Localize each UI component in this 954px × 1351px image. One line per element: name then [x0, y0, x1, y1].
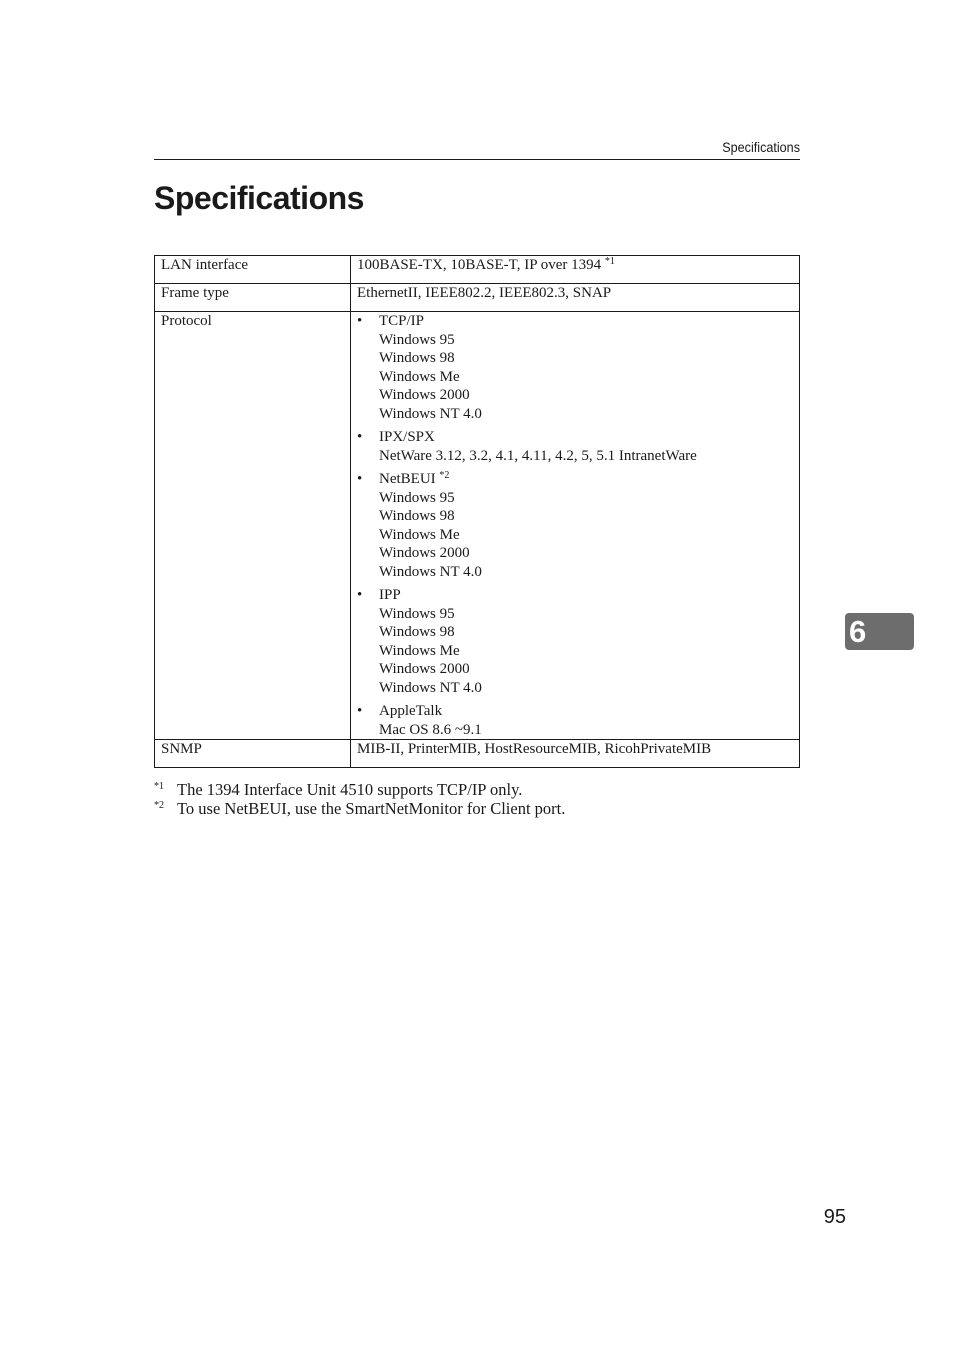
- footnote-text: To use NetBEUI, use the SmartNetMonitor for Client port.: [177, 799, 566, 818]
- page-title: Specifications: [154, 180, 364, 216]
- row-value: EthernetII, IEEE802.2, IEEE802.3, SNAP: [351, 284, 800, 312]
- bullet-icon: •: [357, 703, 363, 719]
- running-header: Specifications: [722, 139, 800, 155]
- specifications-table: [154, 255, 800, 768]
- protocol-os: Windows NT 4.0: [379, 405, 482, 422]
- row-value: [351, 312, 800, 740]
- protocol-os: Windows NT 4.0: [379, 679, 482, 696]
- protocol-os: Windows Me: [379, 642, 460, 659]
- protocol-os: Mac OS 8.6 ~9.1: [379, 721, 482, 738]
- footnotes: [154, 780, 814, 818]
- row-value: MIB-II, PrinterMIB, HostResourceMIB, RicohPrivateMIB: [351, 740, 800, 768]
- footnote-mark: *1: [154, 781, 164, 792]
- protocol-list: [357, 312, 793, 739]
- protocol-item: [357, 702, 793, 739]
- header-rule: [154, 159, 800, 160]
- protocol-name: IPX/SPX: [379, 429, 435, 445]
- protocol-name: AppleTalk: [379, 703, 443, 719]
- row-value: [351, 256, 800, 284]
- bullet-icon: •: [357, 471, 363, 487]
- footnote-ref: *1: [604, 256, 615, 267]
- protocol-item: [357, 470, 793, 581]
- table-row: [155, 256, 800, 284]
- bullet-icon: •: [357, 429, 363, 445]
- protocol-os: Windows 95: [379, 605, 455, 622]
- footnote-mark: *2: [154, 800, 164, 811]
- protocol-os: Windows 98: [379, 350, 455, 366]
- row-label: LAN interface: [155, 256, 351, 284]
- protocol-os: Windows 2000: [379, 661, 470, 677]
- page-number: 95: [823, 1206, 846, 1228]
- row-label: SNMP: [155, 740, 351, 768]
- protocol-item: [357, 428, 793, 465]
- protocol-name: NetBEUI: [379, 471, 436, 487]
- row-label: Protocol: [155, 312, 351, 740]
- protocol-item: [357, 312, 793, 423]
- protocol-name: IPP: [379, 587, 401, 603]
- protocol-os: Windows Me: [379, 368, 460, 385]
- protocol-os: Windows NT 4.0: [379, 563, 482, 580]
- protocol-name-line: [379, 470, 793, 489]
- row-value-text: 100BASE-TX, 10BASE-T, IP over 1394: [357, 257, 602, 273]
- table-row: [155, 284, 800, 312]
- table-row: [155, 312, 800, 740]
- bullet-icon: •: [357, 587, 363, 603]
- protocol-os: Windows 95: [379, 331, 455, 348]
- protocol-os: Windows 2000: [379, 545, 470, 561]
- protocol-os: Windows 98: [379, 624, 455, 640]
- protocol-item: [357, 586, 793, 697]
- protocol-os: Windows 95: [379, 489, 455, 506]
- chapter-tab: [845, 613, 914, 650]
- bullet-icon: •: [357, 313, 363, 329]
- table-row: [155, 740, 800, 768]
- protocol-os: NetWare 3.12, 3.2, 4.1, 4.11, 4.2, 5, 5.1 IntranetWare: [379, 447, 697, 464]
- row-label: Frame type: [155, 284, 351, 312]
- footnote-text: The 1394 Interface Unit 4510 supports TCP/IP only.: [177, 780, 523, 799]
- protocol-os: Windows 2000: [379, 387, 470, 403]
- footnote-ref: *2: [439, 470, 450, 481]
- protocol-os: Windows Me: [379, 526, 460, 543]
- protocol-os: Windows 98: [379, 508, 455, 524]
- protocol-name: TCP/IP: [379, 313, 425, 329]
- footnote: [154, 780, 814, 799]
- footnote: [154, 799, 814, 818]
- chapter-number: 6: [849, 614, 867, 649]
